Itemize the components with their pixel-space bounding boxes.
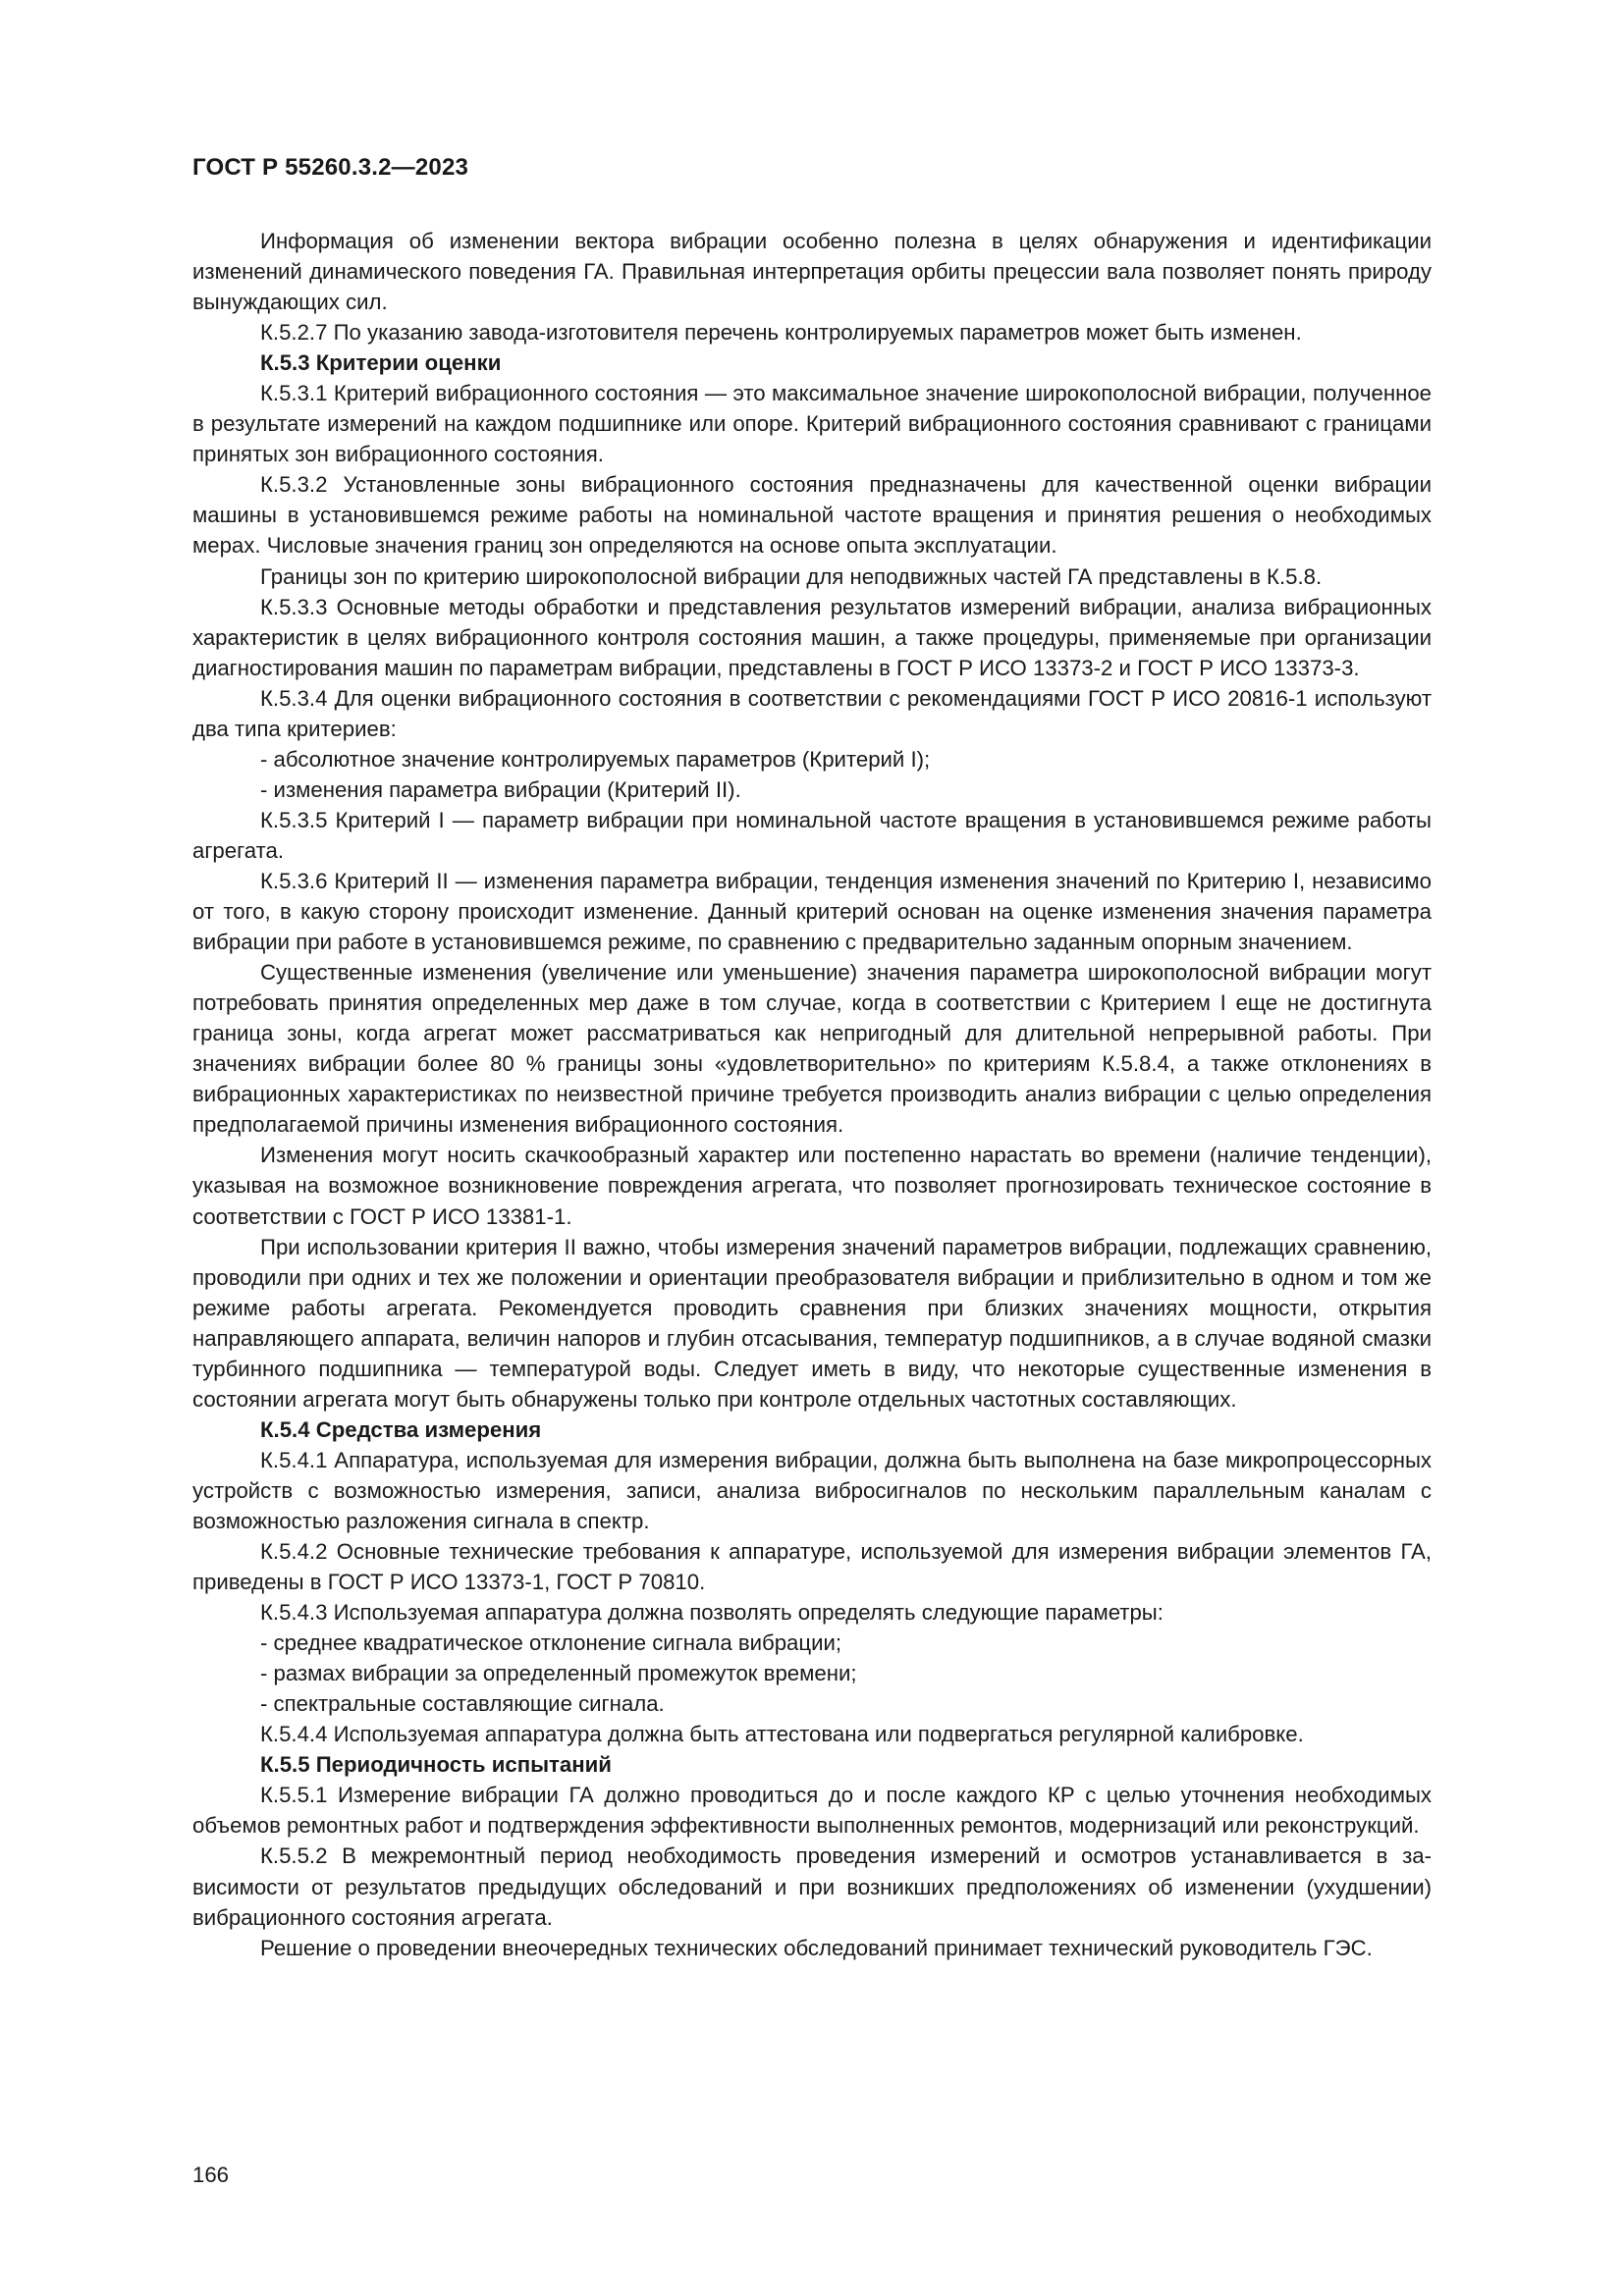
paragraph: Информация об изменении вектора вибрации особенно полезна в целях обнаружения и идентификации изменений динамического поведения ГА. Правильная интерпретация орбиты прецессии вала позволяет понять природу вынуждающих сил. bbox=[192, 229, 1432, 315]
list-item: - размах вибрации за определенный промежуток времени; bbox=[260, 1661, 857, 1686]
paragraph: К.5.4.2 Основные технические требования к аппаратуре, используемой для измерения вибрации элементов ГА, приведены в ГОСТ Р ИСО 13373-1, ГОСТ Р 70810. bbox=[192, 1539, 1432, 1595]
list-item: - абсолютное значение контролируемых параметров (Критерий I); bbox=[260, 746, 931, 772]
paragraph: К.5.3.1 Критерий вибрационного состояния — это максимальное значение широкополосной вибрации, полученное в результате измерений на каждом подшипнике или опоре. Критерий вибрационного состояния сравнивают с границами принятых зон вибрационного состояния. bbox=[192, 381, 1432, 467]
list-item: - спектральные составляющие сигнала. bbox=[260, 1691, 665, 1717]
paragraph: К.5.3.6 Критерий II — изменения параметра вибрации, тенденция изменения значений по Критерию I, независимо от того, в какую сторону происходит изменение. Данный критерий основан на оценке изменения значения параметра вибрации при работе в установившемся режиме, по сравнению с предварительно заданным опорным значением. bbox=[192, 868, 1432, 955]
page-number: 166 bbox=[192, 2163, 230, 2187]
paragraph: К.5.4.3 Используемая аппаратура должна позволять определять следующие параметры: bbox=[260, 1600, 1164, 1626]
document-body bbox=[192, 226, 1432, 1963]
paragraph: К.5.4.4 Используемая аппаратура должна быть аттестована или подвергаться регулярной калибровке. bbox=[260, 1722, 1304, 1747]
paragraph: К.5.4.1 Аппаратура, используемая для измерения вибрации, должна быть выполнена на базе микропроцессорных устройств с возможностью измерения, записи, анализа вибросигналов по нескольким параллельным каналам с возможностью разложения сигнала в спектр. bbox=[192, 1447, 1432, 1533]
paragraph: Границы зон по критерию широкополосной вибрации для неподвижных частей ГА представлены в К.5.8. bbox=[260, 563, 1323, 589]
paragraph: При использовании критерия II важно, чтобы измерения значений параметров вибрации, подлежащих сравнению, проводили при одних и тех же положении и ориентации преобразователя вибрации и приблизительно в одном и том же режиме работы агрегата. Рекомендуется проводить сравнения при близких значениях мощности, открытия направляющего аппарата, величин напоров и глубин отсасывания, температур подшипников, а в случае водяной смазки турбинного подшипника — температурой воды. Следует иметь в виду, что некоторые существенные изменения в состоянии агрегата могут быть обнаружены только при контроле отдельных частотных составляющих. bbox=[192, 1234, 1432, 1412]
paragraph: К.5.3.2 Установленные зоны вибрационного состояния предназначены для качественной оценки вибрации машины в установившемся режиме работы на номинальной частоте вращения и принятия решения о необходимых мерах. Числовые значения границ зон определяются на основе опыта эксплуатации. bbox=[192, 472, 1432, 559]
document-header: ГОСТ Р 55260.3.2—2023 bbox=[192, 154, 469, 181]
section-heading: К.5.5 Периодичность испытаний bbox=[260, 1752, 612, 1778]
paragraph: К.5.3.5 Критерий I — параметр вибрации при номинальной частоте вращения в установившемся режиме работы агрегата. bbox=[192, 807, 1432, 863]
paragraph: К.5.5.2 В межремонтный период необходимость проведения измерений и осмотров устанавливается в зависимости от результатов предыдущих обследований и при возникших предположениях об изменении (ухудшении) вибрационного состояния агрегата. bbox=[192, 1843, 1432, 1930]
paragraph: Изменения могут носить скачкообразный характер или постепенно нарастать во времени (наличие тенденции), указывая на возможное возникновение повреждения агрегата, что позволяет прогнозировать техническое состояние в соответствии с ГОСТ Р ИСО 13381-1. bbox=[192, 1143, 1432, 1229]
section-heading: К.5.3 Критерии оценки bbox=[260, 350, 502, 376]
list-item: - среднее квадратическое отклонение сигнала вибрации; bbox=[260, 1630, 842, 1656]
paragraph: К.5.5.1 Измерение вибрации ГА должно проводиться до и после каждого КР с целью уточнения необходимых объемов ремонтных работ и подтверждения эффективности выполненных ремонтов, модернизаций или реконструкций. bbox=[192, 1783, 1432, 1839]
list-item: - изменения параметра вибрации (Критерий II). bbox=[260, 776, 741, 802]
paragraph: К.5.3.3 Основные методы обработки и представления результатов измерений вибрации, анализа вибрационных характеристик в целях вибрационного контроля состояния машин, а также процедуры, применяемые при организации диагностирования машин по параметрам вибрации, представлены в ГОСТ Р ИСО 13373-2 и ГОСТ Р ИСО 13373-3. bbox=[192, 594, 1432, 680]
paragraph: Существенные изменения (увеличение или уменьшение) значения параметра широкополосной вибрации могут потребовать принятия определенных мер даже в том случае, когда в соответствии с Критерием I еще не достигнута граница зоны, когда агрегат может рассматриваться как непригодный для длительной непрерывной работы. При значениях вибрации более 80 % границы зоны «удовлетворительно» по критериям К.5.8.4, а также отклонениях в вибрационных характеристиках по неизвестной причине требуется производить анализ вибрации с целью определения предполагаемой причины изменения вибрационного состояния. bbox=[192, 960, 1432, 1138]
paragraph: Решение о проведении внеочередных технических обследований принимает технический руководитель ГЭС. bbox=[260, 1935, 1373, 1960]
paragraph: К.5.2.7 По указанию завода-изготовителя перечень контролируемых параметров может быть изменен. bbox=[260, 320, 1302, 346]
paragraph: К.5.3.4 Для оценки вибрационного состояния в соответствии с рекомендациями ГОСТ Р ИСО 20816-1 используют два типа критериев: bbox=[192, 685, 1432, 741]
section-heading: К.5.4 Средства измерения bbox=[260, 1416, 542, 1442]
